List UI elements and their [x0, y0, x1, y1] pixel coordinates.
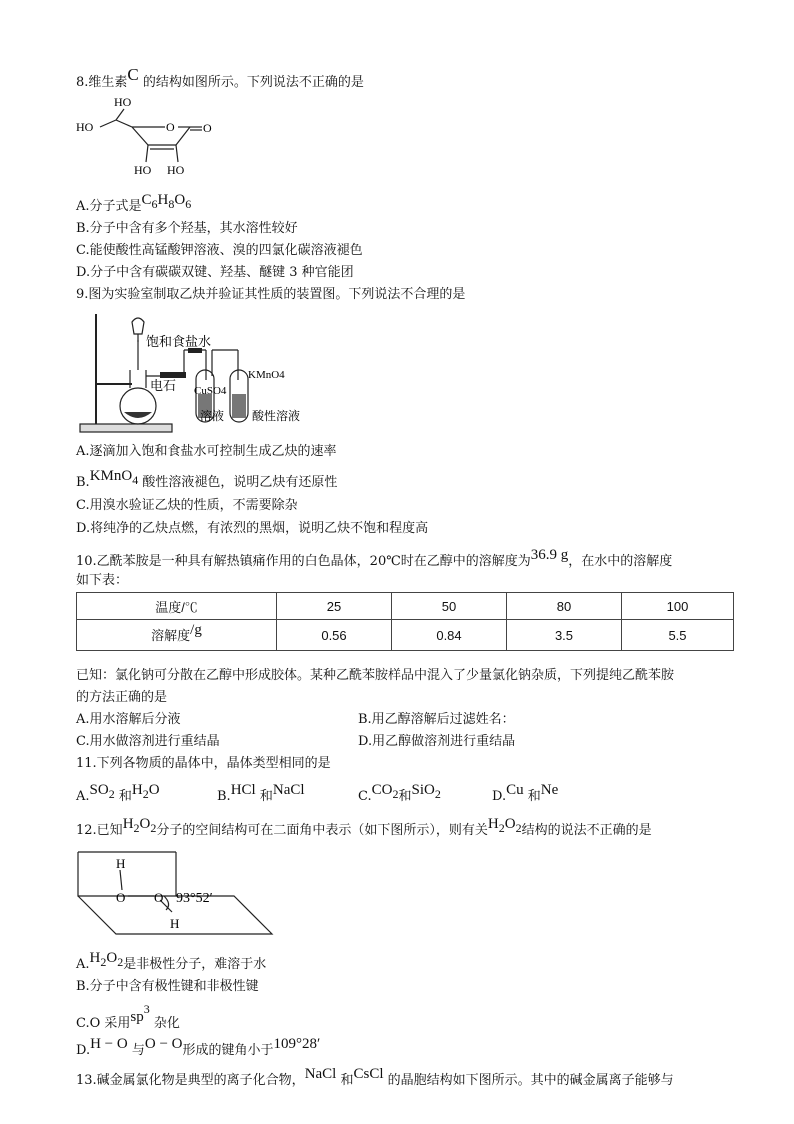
q10-stem-cont: 如下表： — [76, 573, 129, 588]
q10-optA: A.用水溶解后分液 — [76, 712, 181, 727]
q10-known-cont: 的方法正确的是 — [76, 690, 168, 705]
fig9-label: 酸性溶液 — [252, 409, 301, 423]
acetylene-apparatus-figure — [76, 310, 348, 438]
q10-optD: D.用乙醇做溶剂进行重结晶 — [358, 734, 516, 749]
fig8-label: O — [166, 120, 175, 134]
q11-optD: D.Cu 和Ne — [492, 782, 559, 804]
fig8-label: HO — [76, 120, 94, 134]
table-row — [77, 620, 734, 651]
table-cell: 5.5 — [622, 620, 734, 651]
table-cell: 0.84 — [392, 620, 507, 651]
q9-stem: 9.图为实验室制取乙炔并验证其性质的装置图。下列说法不合理的是 — [76, 287, 466, 302]
fig12-label: H — [170, 916, 180, 931]
q11-optA: $A.SO_2$ 和$H_2O$ — [76, 782, 160, 804]
q8-optD: D.分子中含有碳碳双键、羟基、醚键 3 种官能团 — [76, 265, 354, 280]
q12-optC: C.O 采用$sp^3$ 杂化 — [76, 1002, 180, 1031]
solubility-table — [76, 592, 734, 651]
q11-optC: $C.CO_2$和SiO$_2$ — [358, 782, 441, 804]
vitamin-c-structure — [70, 90, 230, 182]
q9-optB: B.KMnO$_4$ 酸性溶液褪色，说明乙炔有还原性 — [76, 468, 338, 490]
q9-optA: A.逐滴加入饱和食盐水可控制生成乙炔的速率 — [76, 444, 337, 459]
table-row — [77, 593, 734, 620]
formula-kmno4: KMnO$_4$ — [89, 468, 139, 487]
q8-optA: A.分子式是$C_6H_8O_6$ — [76, 192, 192, 214]
fig9-label: 饱和食盐水 — [146, 334, 212, 349]
table-header-cell: 温度/℃ — [77, 593, 277, 620]
fig9-label: KMnO4 — [248, 369, 285, 381]
fig9-label: 电石 — [150, 378, 177, 393]
fig8-label: O — [203, 121, 212, 135]
q12-optB: B.分子中含有极性键和非极性键 — [76, 979, 259, 994]
q9-optC: C.用溴水验证乙炔的性质，不需要除杂 — [76, 498, 298, 513]
fig12-label: O — [116, 890, 126, 905]
q10-optC: C.用水做溶剂进行重结晶 — [76, 734, 220, 749]
q10-stem: 10.乙酰苯胺是一种具有解热镇痛作用的白色晶体，20℃时在乙醇中的溶解度为36.9 g，在水中的溶解度 — [76, 547, 673, 569]
q8-optB: B.分子中含有多个羟基，其水溶性较好 — [76, 221, 298, 236]
table-cell: 50 — [392, 593, 507, 620]
fig9-label: 溶液 — [200, 409, 225, 423]
table-cell: 0.56 — [277, 620, 392, 651]
table-cell: 3.5 — [507, 620, 622, 651]
fig12-label: H — [116, 856, 126, 871]
q12-optA: $A.H_2O_2$是非极性分子，难溶于水 — [76, 950, 267, 972]
formula-c6h8o6: $C_6H_8O_6$ — [141, 192, 192, 211]
q12-optD: D.H − O 与O − O形成的键角小于109°28′ — [76, 1036, 321, 1058]
fig12-label: O — [154, 890, 164, 905]
q9-optD: D.将纯净的乙炔点燃，有浓烈的黑烟，说明乙炔不饱和程度高 — [76, 521, 429, 536]
fig8-label: HO — [167, 163, 185, 177]
q8-stem: 8.维生素C 的结构如图所示。下列说法不正确的是 — [76, 65, 364, 90]
q11-optB: B.HCl 和NaCl — [217, 782, 305, 804]
q10-known: 已知：氯化钠可分散在乙醇中形成胶体。某种乙酰苯胺样品中混入了少量氯化钠杂质，下列提纯乙酰苯胺 — [76, 668, 675, 683]
fig12-label: 93°52′ — [176, 891, 213, 906]
q11-stem: 11.下列各物质的晶体中，晶体类型相同的是 — [76, 756, 331, 771]
fig8-label: HO — [134, 163, 152, 177]
q8-optC: C.能使酸性高锰酸钾溶液、溴的四氯化碳溶液褪色 — [76, 243, 363, 258]
fig8-label: HO — [114, 95, 132, 109]
fig9-label: CuSO4 — [194, 385, 227, 397]
q12-stem: 12.已知$H_2O_2$分子的空间结构可在二面角中表示（如下图所示），则有关$H_2O_2$结构的说法不正确的是 — [76, 816, 652, 838]
q13-stem: 13.碱金属氯化物是典型的离子化合物，NaCl 和CsCl 的晶胞结构如下图所示。其中的碱金属离子能够与 — [76, 1066, 674, 1088]
h2o2-dihedral-figure — [76, 848, 286, 940]
table-cell: 80 — [507, 593, 622, 620]
q10-optB: B.用乙醇溶解后过滤姓名： — [358, 712, 515, 727]
table-cell: 100 — [622, 593, 734, 620]
table-header-cell: 溶解度/g — [77, 620, 277, 651]
table-cell: 25 — [277, 593, 392, 620]
